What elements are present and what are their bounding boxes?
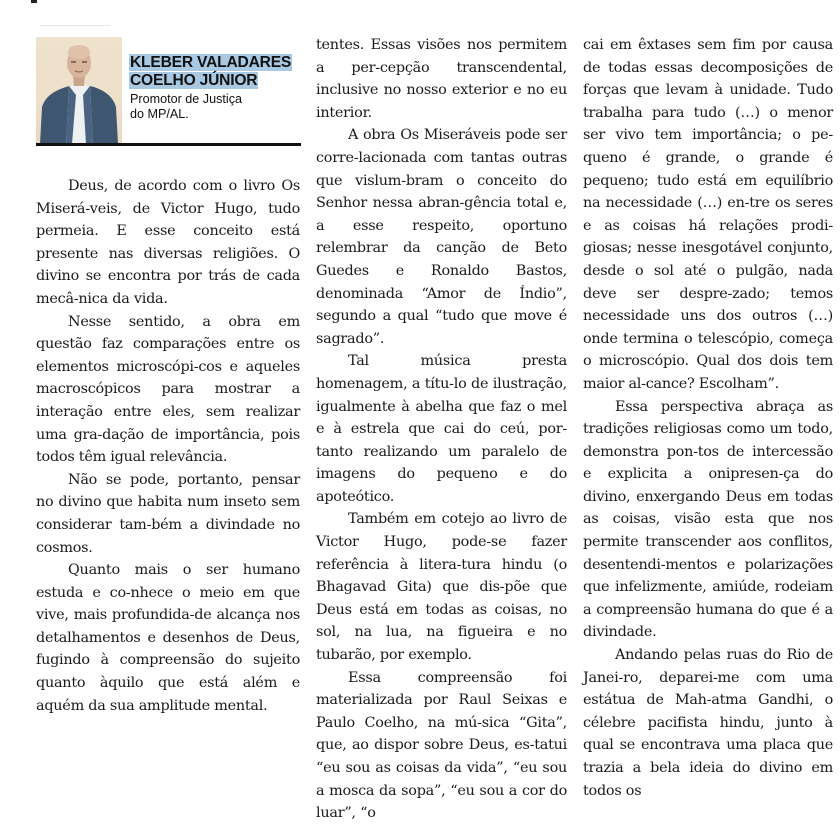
top-edge-mark	[31, 0, 37, 3]
author-role	[130, 92, 242, 121]
author-box	[36, 37, 301, 145]
paragraph: Deus, de acordo com o livro Os Miserá-veis, de Victor Hugo, tudo permeia. E esse conceito está presente nas diversas religiões. O divino se encontra por trás de cada mecâ-nica da vida.	[36, 178, 300, 307]
paragraph: A obra Os Miseráveis pode ser corre-lacionada com tantas outras que vislum-bram o conceito do Senhor nessa abran-gência total e, a esse respeito, oportuno relembrar da canção de Beto Guedes e Ronaldo Bastos, denominada “Amor de Índio”, segundo a qual “tudo que move é sagrado”.	[316, 127, 567, 347]
author-name-line1: KLEBER VALADARES	[130, 54, 292, 71]
author-name	[129, 54, 292, 90]
paragraph: Não se pode, portanto, pensar no divino que habita num inseto sem considerar tam-bém a divindade no cosmos.	[36, 471, 300, 556]
paragraph: Andando pelas ruas do Rio de Janei-ro, deparei-me com uma estátua de Mah-atma Gandhi, o célebre pacifista hindu, junto à qual se encontrava uma placa que trazia a bela ideia do divino em todos os	[583, 647, 833, 799]
author-role-line2: do MP/AL.	[130, 106, 189, 121]
portrait-illustration	[36, 37, 122, 144]
author-divider	[36, 143, 301, 146]
article-column-3	[583, 34, 833, 802]
paragraph: Nesse sentido, a obra em questão faz comparações entre os elementos microscópi-cos e aqueles macroscópicos para mostrar a interação entre eles, sem realizar uma gra-dação de importância, pois todos têm igual relevância.	[36, 313, 300, 466]
paragraph: Tal música presta homenagem, a títu-lo de ilustração, igualmente à abelha que faz o mel e à estrela que cai do ceú, por-tanto realizando um paralelo de imagens do pequeno e do apoteótico.	[316, 353, 567, 505]
article-column-1	[36, 175, 300, 717]
article-column-2	[316, 34, 567, 825]
top-divider	[40, 25, 110, 26]
paragraph: Também em cotejo ao livro de Victor Hugo, pode-se fazer referência à litera-tura hindu (o Bhagavad Gita) que dis-põe que Deus está em todas as coisas, no sol, na lua, na figueira e no tubarão, por exemplo.	[316, 511, 567, 664]
author-name-line2: COELHO JÚNIOR	[130, 72, 258, 89]
author-role-line1: Promotor de Justiça	[130, 92, 242, 106]
paragraph: Essa compreensão foi materializada por Raul Seixas e Paulo Coelho, na mú-sica “Gita”, que, ao dispor sobre Deus, es-tatui “eu sou as coisas da vida”, “eu sou a mosca da sopa”, “eu sou a cor do luar”, “o	[316, 669, 567, 822]
paragraph: Essa perspectiva abraça as tradições religiosas como um todo, demonstra pon-tos de intercessão e explicita a onipresen-ça do divino, enxergando Deus em todas as coisas, visão esta que nos permite transcender aos conflitos, desentendi-mentos e polarizações que infelizmente, amiúde, rodeiam a compreensão humana do que é a divindade.	[583, 398, 833, 641]
author-photo	[36, 37, 122, 144]
paragraph-continued: tentes. Essas visões nos permitem a per-cepção transcendental, inclusive no nosso exterior e no eu interior.	[316, 37, 567, 121]
paragraph: Quanto mais o ser humano estuda e co-nhece o meio em que vive, mais profundida-de alcança nos detalhamentos e desenhos de Deus, fugindo à compreensão do sujeito quanto àquilo que está além e aquém da sua amplitude mental.	[36, 562, 300, 714]
paragraph-continued: cai em êxtases sem fim por causa de todas essas decomposições de forças que levam à unidade. Tudo trabalha para tudo (…) o menor ser vivo tem importância; o pe-queno é grande, o grande é pequeno; tudo está em equilíbrio na necessidade (…) en-tre os seres e as coisas há relações prodi-giosas; nesse inesgotável conjunto, desde o sol até o pulgão, nada deve ser despre-zado; temos necessidade uns dos outros (…) onde termina o telescópio, começa o microscópio. Qual dos dois tem maior al-cance? Escolham”.	[583, 37, 833, 392]
